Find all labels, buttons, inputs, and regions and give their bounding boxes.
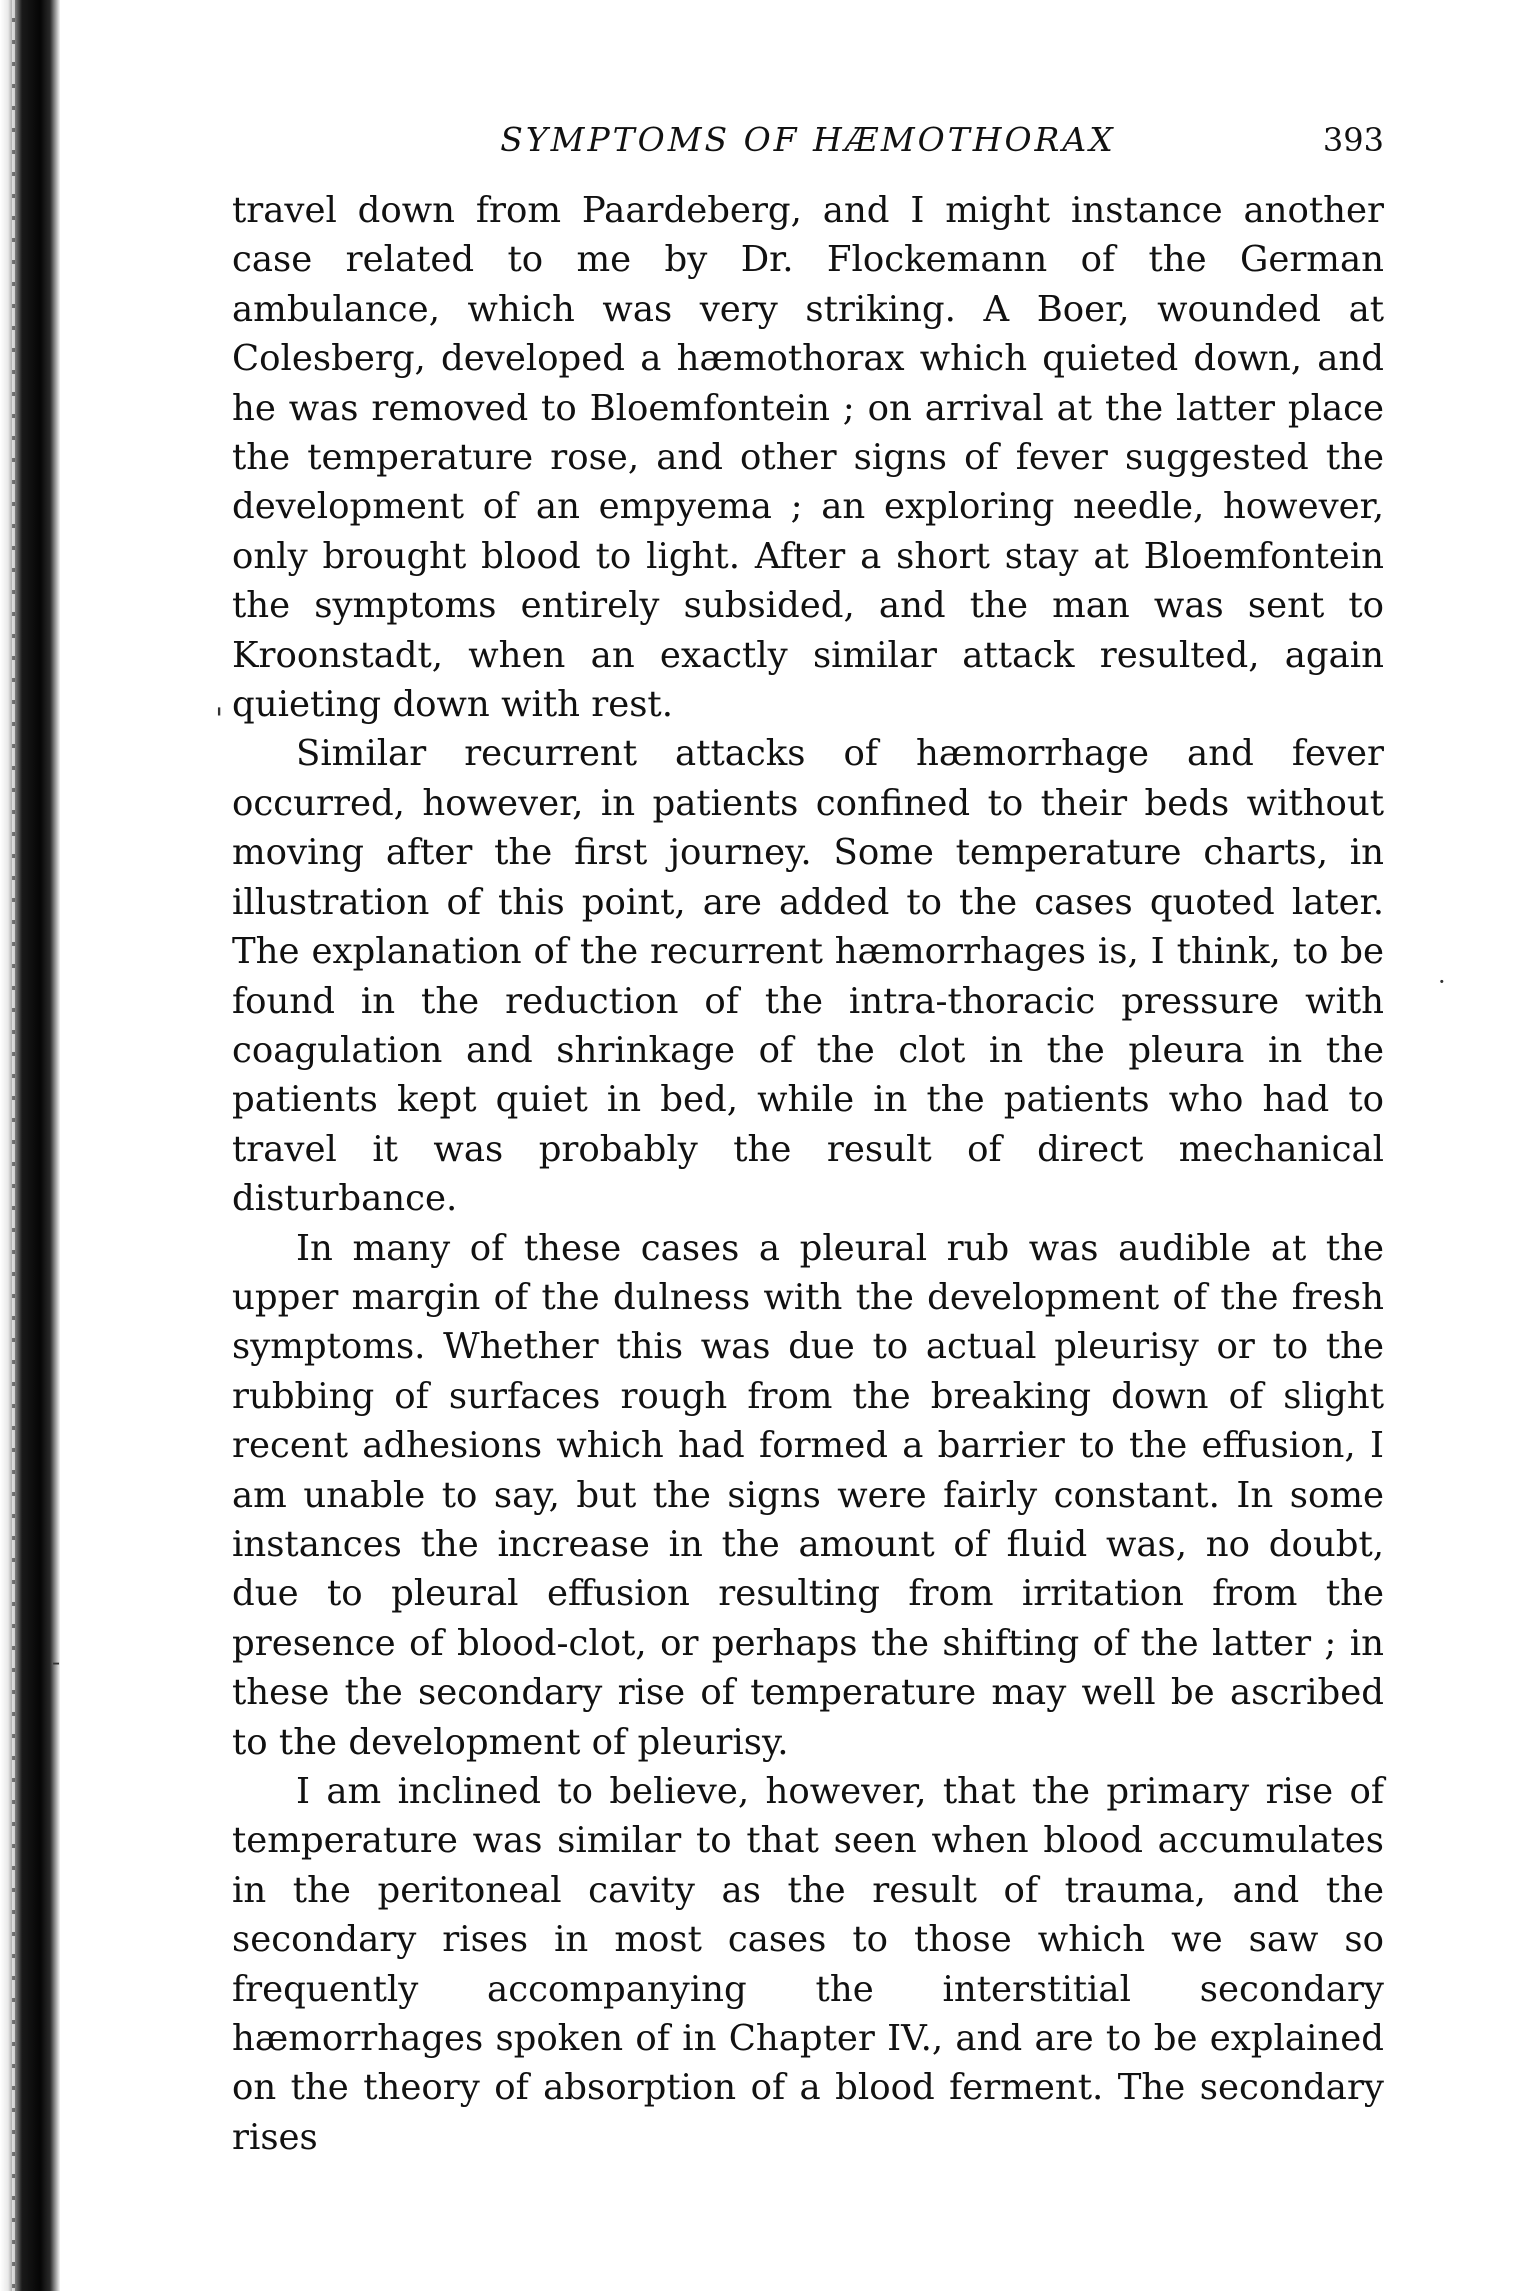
paragraph: Similar recurrent attacks of hæmorrhage and fever occurred, however, in patients confined to their beds without moving after the first journey. Some temperature charts, in illustration of this point, are added to the cases quoted later. The explanation of the recurrent hæmorrhages is, I think, to be found in the reduction of the intra-thoracic pressure with coagulation and shrinkage of the clot in the pleura in the patients kept quiet in bed, while in the patients who had to travel it was probably the result of direct mechanical disturbance. [232, 733, 1384, 1220]
stray-ink-mark: ' [215, 702, 224, 737]
page-number: 393 [1322, 121, 1384, 159]
running-header [232, 118, 1384, 162]
page-binding-shadow [0, 0, 60, 2291]
stray-ink-dash: - [52, 1648, 61, 1676]
paragraph: I am inclined to believe, however, that the primary rise of temperature was similar to that seen when blood accumulates in the peritoneal cavity as the result of trauma, and the secondary rises in most cases to those which we saw so frequently accompanying the interstitial secondary hæmorrhages spoken of in Chapter IV., and are to be explained on the theory of absorption of a blood ferment. The secondary rises [232, 1771, 1384, 2158]
stray-ink-dot: · [1438, 968, 1446, 996]
body-text [232, 186, 1384, 2162]
paragraph: In many of these cases a pleural rub was audible at the upper margin of the dulness with the development of the fresh symptoms. Whether this was due to actual pleurisy or to the rubbing of surfaces rough from the breaking down of slight recent adhesions which had formed a barrier to the effusion, I am unable to say, but the signs were fairly constant. In some instances the increase in the amount of fluid was, no doubt, due to pleural effusion resulting from irritation from the presence of blood-clot, or perhaps the shifting of the latter ; in these the secondary rise of temperature may well be ascribed to the development of pleurisy. [232, 1227, 1384, 1763]
paragraph-continued: travel down from Paardeberg, and I might instance another case related to me by Dr. Flockemann of the German ambulance, which was very striking. A Boer, wounded at Colesberg, developed a hæmothorax which quieted down, and he was removed to Bloemfontein ; on arrival at the latter place the temperature rose, and other signs of fever suggested the development of an empyema ; an exploring needle, however, only brought blood to light. After a short stay at Bloemfontein the symptoms entirely subsided, and the man was sent to Kroonstadt, when an exactly similar attack resulted, again quieting down with rest. [232, 190, 1384, 726]
running-title: SYMPTOMS OF HÆMOTHORAX [500, 120, 1116, 159]
